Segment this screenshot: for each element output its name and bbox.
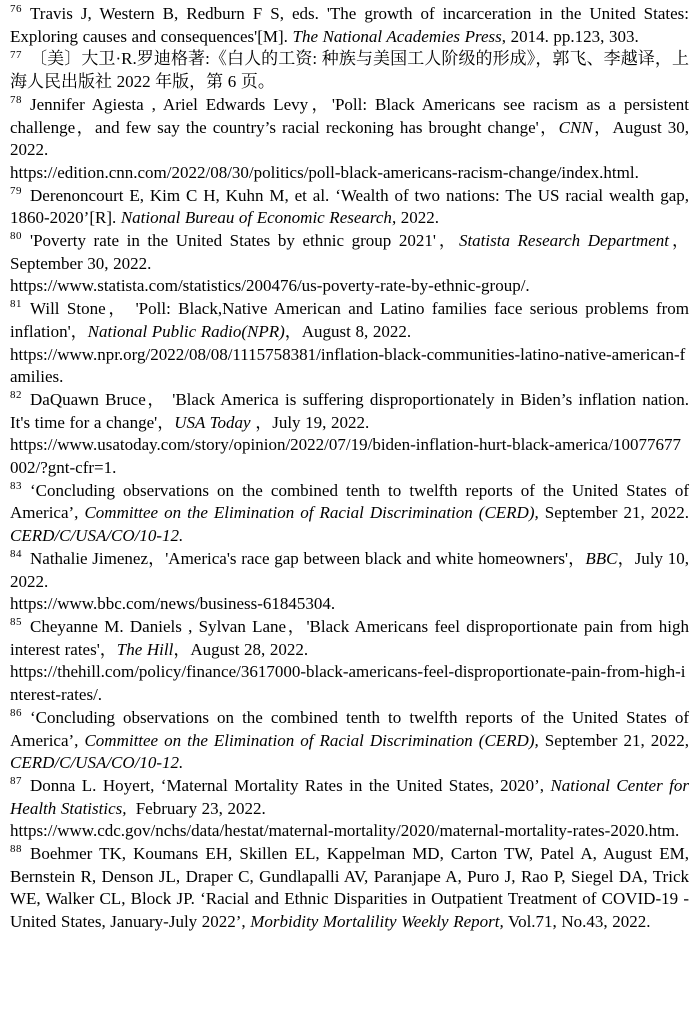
footnote-text: CERD/C/USA/CO/10-12. [10,753,184,773]
footnote-url: https://www.cdc.gov/nchs/data/hestat/maternal-mortality/2020/maternal-mortality-rates-2020.htm. [10,821,680,841]
footnote-text: Derenoncourt E, Kim C H, Kuhn M, et al. ‘Wealth of two nations: The US racial wealth gap, 1860-2020’[R]. [10,185,689,228]
footnote-text: ，August 28, 2022. [173,639,309,659]
footnote-77 [10,48,689,93]
footnote-marker: 82 [10,389,22,402]
footnote-text: ‘Concluding observations on the combined tenth to twelfth reports of the United States of America’, [10,707,689,750]
footnote-url: https://www.bbc.com/news/business-61845304. [10,594,336,614]
footnote-text: September 21, 2022, [538,730,689,750]
footnote-text: USA Today [174,412,251,432]
footnote-marker: 81 [10,298,22,311]
footnote-url: https://www.usatoday.com/story/opinion/2022/07/19/biden-inflation-hurt-black-america/10077677002/?gnt-cfr=1. [10,435,682,478]
footnote-text: CNN [558,117,593,137]
footnote-text: ，August 8, 2022. [284,321,412,341]
footnote-marker: 78 [10,94,22,107]
footnote-78 [10,94,689,185]
footnote-text: Cheyanne M. Daniels , Sylvan Lane，'Black Americans feel disproportionate pain from high interest rates'， [10,616,689,659]
footnote-text: BBC [585,548,618,568]
footnote-text: Will Stone， 'Poll: Black,Native American and Latino families face serious problems from inflation'， [10,299,689,341]
footnote-marker: 80 [10,230,22,243]
footnote-text: , 2014. pp.123, 303. [501,26,639,46]
footnote-76 [10,3,689,48]
footnote-85 [10,616,689,707]
footnote-text: Jennifer Agiesta , Ariel Edwards Levy，'Poll: Black Americans see racism as a persistent challenge，and few say the country’s racial reckoning has brought change'， [10,94,689,137]
footnote-marker: 84 [10,548,22,561]
footnote-text: Vol.71, No.43, 2022. [503,912,651,932]
footnote-text: Morbidity Mortalility Weekly Report, [250,912,504,932]
footnote-text: September 21, 2022. [538,503,689,523]
footnote-81 [10,298,689,389]
footnote-text: 'Poverty rate in the United States by ethnic group 2021'， [30,231,459,251]
footnote-84 [10,548,689,616]
footnote-text: Travis J, Western B, Redburn F S, eds. 'The growth of incarceration in the United States: Exploring causes and consequences'[M]. [10,4,689,46]
footnote-url: https://www.npr.org/2022/08/08/1115758381/inflation-black-communities-latino-native-american-families. [10,344,686,387]
footnote-marker: 87 [10,775,22,788]
footnote-text: ，July 10, 2022. [10,548,689,591]
footnote-80 [10,230,689,298]
footnote-text: ‘Concluding observations on the combined tenth to twelfth reports of the United States of America’, [10,480,689,523]
footnote-text: National Public Radio(NPR) [87,321,285,341]
footnote-87 [10,775,689,843]
footnote-text: ，August 30, 2022. [10,117,689,160]
footnote-text: February 23, 2022. [126,798,266,818]
footnote-text: , 2022. [391,208,440,228]
footnote-marker: 76 [10,3,22,16]
footnote-marker: 86 [10,707,22,720]
footnote-83 [10,480,689,548]
footnote-79 [10,185,689,230]
footnote-82 [10,389,689,480]
footnote-text: The National Academies Press [292,26,502,46]
footnotes-list [10,3,689,934]
footnote-marker: 85 [10,616,22,629]
footnote-marker: 79 [10,184,22,197]
footnote-url: https://thehill.com/policy/finance/3617000-black-americans-feel-disproportionate-pain-from-high-interest-rates/. [10,662,686,705]
footnote-text: ，July 19, 2022. [250,412,370,432]
footnote-text: The Hill [116,639,174,659]
footnote-text: CERD/C/USA/CO/10-12. [10,526,184,546]
footnote-marker: 77 [10,48,22,61]
footnote-text: ，September 30, 2022. [10,231,689,273]
footnote-text: National Bureau of Economic Research [120,208,392,228]
footnote-88 [10,843,689,934]
footnote-text: National Center for Health Statistics, [10,775,689,818]
footnote-text: Donna L. Hoyert, ‘Maternal Mortality Rates in the United States, 2020’, [30,775,551,795]
footnote-text: Committee on the Elimination of Racial Discrimination (CERD), [84,730,539,750]
footnote-marker: 83 [10,480,22,493]
footnote-text: DaQuawn Bruce， 'Black America is suffering disproportionately in Biden’s inflation nation. It's time for a change'， [10,389,689,432]
footnote-text: Boehmer TK, Koumans EH, Skillen EL, Kappelman MD, Carton TW, Patel A, August EM, Bernstein R, Denson JL, Draper C, Gundlapalli AV, Paranjape A, Puro J, Rao P, Siegel DA, Trick WE, Walker CL, Block JP. ‘Racial and Ethnic Disparities in Outpatient Treatment of COVID-19 - United States, January-July 2022’, [10,844,689,932]
footnote-text: Nathalie Jimenez，'America's race gap between black and white homeowners'， [30,548,586,568]
footnote-text: Statista Research Department [458,231,669,251]
footnote-86 [10,707,689,775]
footnote-url: https://www.statista.com/statistics/200476/us-poverty-rate-by-ethnic-group/. [10,276,530,296]
footnote-url: https://edition.cnn.com/2022/08/30/politics/poll-black-americans-racism-change/index.html. [10,162,639,182]
footnote-marker: 88 [10,843,22,856]
footnote-text: 〔美〕大卫·R.罗迪格著:《白人的工资: 种族与美国工人阶级的形成》，郭飞、李越译，上海人民出版社 2022 年版，第 6 页。 [10,49,689,92]
footnote-text: Committee on the Elimination of Racial Discrimination (CERD), [84,503,539,523]
